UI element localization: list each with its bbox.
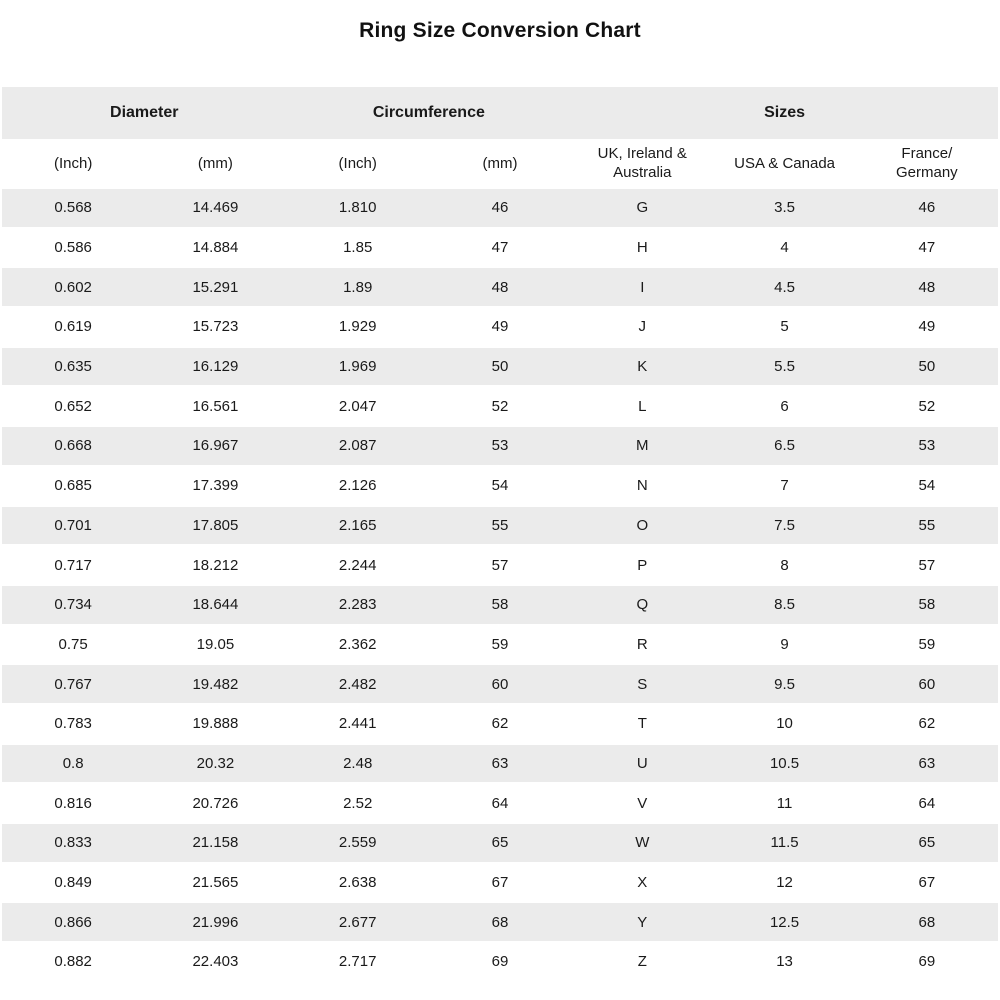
table-cell: 50 [918, 358, 936, 376]
table-cell: 16.967 [192, 437, 239, 455]
table-row [2, 942, 998, 982]
table-group-header-row [2, 87, 998, 139]
table-cell: 0.668 [54, 437, 92, 455]
table-cell: 15.291 [192, 278, 239, 296]
table-cell: Q [636, 596, 649, 614]
table-cell: 12.5 [769, 913, 800, 931]
table-cell: Z [637, 953, 647, 971]
table-cell: 53 [491, 437, 509, 455]
table-cell: 17.399 [192, 477, 239, 495]
table-cell: 2.283 [338, 596, 377, 614]
table-cell: 7.5 [774, 516, 795, 534]
table-cell: 5 [780, 318, 789, 336]
table-cell: 67 [918, 874, 936, 892]
group-header-diameter: Diameter [110, 104, 179, 121]
table-cell: 46 [491, 199, 509, 217]
table-cell: 2.087 [338, 437, 377, 455]
table-cell: 5.5 [774, 358, 795, 376]
table-cell: 1.85 [343, 239, 373, 257]
table-cell: 7 [780, 477, 789, 495]
table-cell: 9.5 [774, 675, 795, 693]
table-cell: 4 [780, 239, 789, 257]
table-row [2, 664, 998, 704]
table-cell: 64 [491, 794, 509, 812]
table-cell: N [636, 477, 648, 495]
table-row [2, 347, 998, 387]
table-cell: I [640, 278, 645, 296]
table-cell: 2.165 [338, 516, 377, 534]
table-cell: P [637, 556, 648, 574]
table-cell: 0.8 [62, 754, 84, 772]
table-cell: 11 [776, 794, 793, 812]
table-cell: 62 [918, 715, 936, 733]
table-cell: 47 [491, 239, 509, 257]
table-cell: 1.969 [338, 358, 377, 376]
table-cell: 2.482 [338, 675, 377, 693]
table-cell: 50 [491, 358, 509, 376]
table-cell: 13 [776, 953, 793, 971]
table-cell: 59 [918, 635, 936, 653]
table-cell: 2.362 [338, 635, 377, 653]
table-cell: 10.5 [769, 754, 800, 772]
table-cell: 21.158 [192, 834, 239, 852]
table-cell: 8.5 [774, 596, 795, 614]
table-cell: 0.816 [54, 794, 92, 812]
table-row [2, 625, 998, 665]
table-cell: 47 [918, 239, 936, 257]
table-cell: 0.717 [54, 556, 92, 574]
table-cell: O [636, 516, 649, 534]
column-header-usa-canada: USA & Canada [734, 154, 836, 172]
table-cell: 1.929 [338, 318, 377, 336]
table-cell: 1.810 [338, 199, 377, 217]
table-cell: 0.767 [54, 675, 92, 693]
table-cell: 0.833 [54, 834, 92, 852]
table-cell: 0.635 [54, 358, 92, 376]
table-row [2, 307, 998, 347]
table-cell: 16.129 [192, 358, 239, 376]
table-cell: 52 [491, 397, 509, 415]
table-cell: 58 [918, 596, 936, 614]
table-cell: 0.652 [54, 397, 92, 415]
table-cell: 21.565 [192, 874, 239, 892]
table-cell: 1.89 [343, 278, 373, 296]
table-cell: 21.996 [192, 913, 239, 931]
table-cell: L [638, 397, 647, 415]
table-cell: 0.586 [54, 239, 92, 257]
table-cell: 22.403 [192, 953, 239, 971]
table-cell: 53 [918, 437, 936, 455]
table-cell: 0.568 [54, 199, 92, 217]
table-column-header-row [2, 140, 998, 188]
table-cell: 2.717 [338, 953, 377, 971]
table-cell: 0.849 [54, 874, 92, 892]
table-cell: 17.805 [192, 516, 239, 534]
table-cell: 0.701 [54, 516, 92, 534]
group-header-sizes: Sizes [764, 104, 806, 121]
table-cell: 2.244 [338, 556, 377, 574]
table-cell: 64 [918, 794, 936, 812]
table-cell: 55 [918, 516, 936, 534]
table-cell: W [635, 834, 650, 852]
conversion-table [2, 87, 998, 982]
table-cell: 2.52 [343, 794, 373, 812]
table-row [2, 545, 998, 585]
table-cell: U [636, 754, 648, 772]
table-cell: 59 [491, 635, 509, 653]
table-row [2, 426, 998, 466]
table-cell: M [636, 437, 649, 455]
table-cell: S [637, 675, 648, 693]
table-cell: 69 [491, 953, 509, 971]
table-cell: 15.723 [192, 318, 239, 336]
group-header-circumference: Circumference [372, 104, 485, 121]
table-cell: 0.602 [54, 278, 92, 296]
table-row [2, 704, 998, 744]
table-cell: 18.212 [192, 556, 239, 574]
table-cell: 2.047 [338, 397, 377, 415]
table-cell: G [636, 199, 649, 217]
page-title: Ring Size Conversion Chart [359, 19, 641, 42]
table-row [2, 823, 998, 863]
column-header-diameter-mm: (mm) [197, 154, 233, 172]
table-cell: X [637, 874, 648, 892]
table-cell: 20.32 [196, 754, 235, 772]
table-cell: 0.685 [54, 477, 92, 495]
table-row [2, 783, 998, 823]
table-cell: 3.5 [774, 199, 795, 217]
table-cell: 57 [491, 556, 509, 574]
table-cell: 0.783 [54, 715, 92, 733]
table-cell: 54 [918, 477, 936, 495]
table-row [2, 744, 998, 784]
table-row [2, 466, 998, 506]
table-cell: 65 [491, 834, 509, 852]
table-cell: 19.888 [192, 715, 239, 733]
table-body [2, 188, 998, 982]
table-cell: 62 [491, 715, 509, 733]
table-cell: K [637, 358, 648, 376]
table-row [2, 267, 998, 307]
table-cell: 46 [918, 199, 936, 217]
table-cell: H [636, 239, 648, 257]
table-cell: T [637, 715, 647, 733]
table-cell: 0.882 [54, 953, 92, 971]
table-cell: 0.75 [58, 635, 88, 653]
table-cell: J [638, 318, 647, 336]
table-cell: 18.644 [192, 596, 239, 614]
table-cell: 10 [776, 715, 793, 733]
table-cell: 55 [491, 516, 509, 534]
table-cell: 58 [491, 596, 509, 614]
table-cell: 60 [491, 675, 509, 693]
table-cell: 19.05 [196, 635, 235, 653]
table-cell: 0.734 [54, 596, 92, 614]
table-cell: 2.638 [338, 874, 377, 892]
table-row [2, 188, 998, 228]
table-cell: V [637, 794, 648, 812]
table-cell: 68 [491, 913, 509, 931]
table-cell: 69 [918, 953, 936, 971]
table-row [2, 386, 998, 426]
column-header-circumference-inch: (Inch) [338, 154, 377, 172]
table-cell: 4.5 [774, 278, 795, 296]
table-cell: 20.726 [192, 794, 239, 812]
table-cell: 54 [491, 477, 509, 495]
table-cell: 2.677 [338, 913, 377, 931]
table-cell: 2.48 [343, 754, 373, 772]
table-cell: 49 [918, 318, 936, 336]
table-cell: 57 [918, 556, 936, 574]
table-cell: 52 [918, 397, 936, 415]
table-row [2, 863, 998, 903]
table-cell: 0.619 [54, 318, 92, 336]
table-cell: 67 [491, 874, 509, 892]
table-cell: 68 [918, 913, 936, 931]
table-cell: 0.866 [54, 913, 92, 931]
table-row [2, 585, 998, 625]
column-header-uk-ireland-australia: UK, Ireland & Australia [597, 145, 687, 181]
table-cell: 2.126 [338, 477, 377, 495]
column-header-circumference-mm: (mm) [482, 154, 518, 172]
table-cell: 8 [780, 556, 789, 574]
table-cell: 16.561 [192, 397, 239, 415]
table-row [2, 506, 998, 546]
table-cell: 65 [918, 834, 936, 852]
table-cell: 48 [491, 278, 509, 296]
table-row [2, 228, 998, 268]
table-cell: 9 [780, 635, 789, 653]
table-cell: Y [637, 913, 648, 931]
table-cell: 12 [776, 874, 793, 892]
column-header-diameter-inch: (Inch) [53, 154, 93, 172]
table-cell: R [636, 635, 648, 653]
table-row [2, 902, 998, 942]
table-cell: 48 [918, 278, 936, 296]
column-header-france-germany: France/ Germany [896, 145, 958, 181]
table-cell: 6 [780, 397, 789, 415]
table-cell: 14.469 [192, 199, 239, 217]
table-cell: 6.5 [774, 437, 795, 455]
table-cell: 60 [918, 675, 936, 693]
table-cell: 49 [491, 318, 509, 336]
table-cell: 11.5 [770, 834, 799, 852]
table-cell: 63 [918, 754, 936, 772]
table-cell: 2.441 [338, 715, 377, 733]
table-cell: 19.482 [192, 675, 239, 693]
table-cell: 2.559 [338, 834, 377, 852]
table-cell: 63 [491, 754, 509, 772]
table-cell: 14.884 [192, 239, 239, 257]
